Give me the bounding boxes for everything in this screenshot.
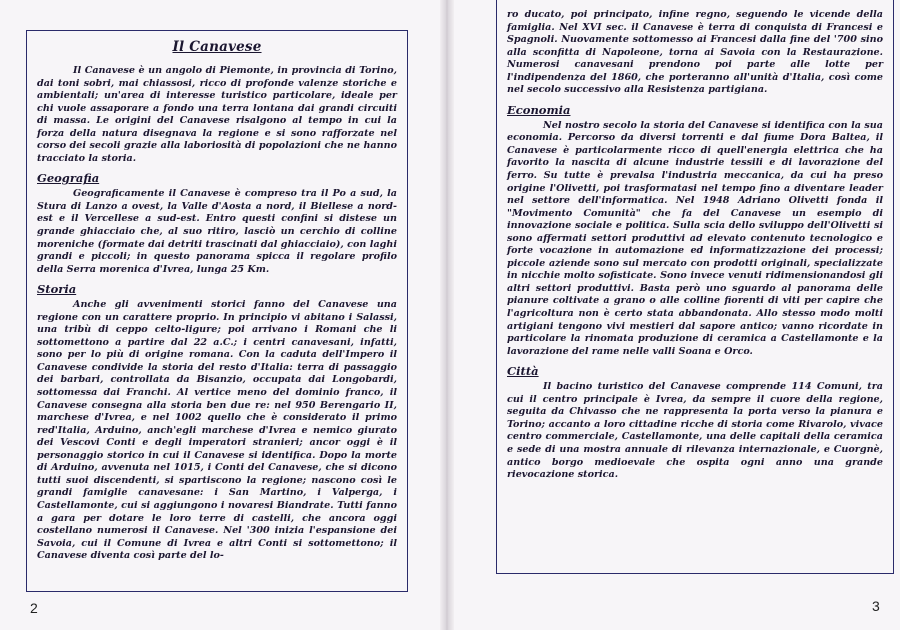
- storia-continued-paragraph: ro ducato, poi principato, infine regno, seguendo le vicende della famiglia. Nel XVI sec. il Canavese è terra di conquista di Francesi e Spagnoli. Nuovamente sottomesso ai Francesi dalla fine del '700 sino alla sconfitta di Napoleone, torna ai Savoia con la Restaurazione. Numerosi canavesani prendono poi parte alle lotte per l'indipendenza del 1860, che porteranno all'unità d'Italia, così come nel secolo successivo alla Resistenza partigiana.: [507, 9, 883, 96]
- page-number-left: 2: [30, 600, 38, 616]
- citta-heading: Città: [507, 364, 539, 379]
- storia-paragraph: Anche gli avvenimenti storici fanno del Canavese una regione con un carattere proprio. In principio vi abitano i Salassi, una tribù di ceppo celto-ligure; poi arrivano i Romani che li sottomettono a partire dal 22 a.C.; i centri canavesani, infatti, sono per lo più di origine romana. Con la caduta dell'Impero il Canavese condivide la storia del resto d'Italia: terra di passaggio dei barbari, controllata da Bisanzio, occupata dai Longobardi, sottomessa dai Franchi. Al vertice meno del dominio franco, il Canavese consegna alla storia ben due re: nel 950 Berengario II, marchese d'Ivrea, e nel 1002 quello che è considerato il primo red'Italia, Arduino, anch'egli marchese d'Ivrea e nemico giurato dei Vescovi Conti e degli imperatori stranieri; ancor oggi è il personaggio storico in cui il Canavese si identifica. Dopo la morte di Arduino, avvenuta nel 1015, i Conti del Canavese, che si dicono tutti suoi discendenti, si spartiscono la regione; nascono così le grandi famiglie canavesane: i San Martino, i Valperga, i Castellamonte, cui si aggiungono i novaresi Biandrate. Tutti fanno a gara per dotare le loro terre di castelli, che ancora oggi costellano numerosi il Canavese. Nel '300 inizia l'espansione dei Savoia, cui il Comune di Ivrea e altri Conti si sottomettono; il Canavese diventa così parte del lo-: [37, 299, 397, 562]
- intro-paragraph: Il Canavese è un angolo di Piemonte, in provincia di Torino, dai toni sobri, mai chiassosi, ricco di profonde valenze storiche e ambientali; un'area di interesse turistico particolare, ideale per chi vuole assaporare a fondo una terra lontana dai grandi circuiti di massa. Le origini del Canavese risalgono al tempo in cui la forza della natura disegnava la regione e si sono rafforzate nel corso dei secoli grazie alla laboriosità di popolazioni che ne hanno tracciato la storia.: [37, 65, 397, 164]
- geografia-heading: Geografia: [37, 171, 100, 186]
- left-page: [0, 0, 440, 630]
- right-page-frame: [496, 0, 894, 574]
- economia-heading: Economia: [507, 102, 571, 117]
- page-number-right: 3: [872, 598, 880, 614]
- citta-paragraph: Il bacino turistico del Canavese comprende 114 Comuni, tra cui il centro principale è Ivrea, da sempre il cuore della regione, seguita da Chivasso che ne rappresenta la porta verso la pianura e Torino; accanto a loro cittadine ricche di storia come Rivarolo, vivace centro commerciale, Castellamonte, una delle capitali della ceramica e sede di una mostra annuale di rilevanza internazionale, e Cuorgnè, antico borgo medioevale che ospita ogni anno una grande rievocazione storica.: [507, 381, 883, 481]
- storia-heading: Storia: [37, 282, 77, 297]
- page-title: Il Canavese: [172, 39, 262, 55]
- economia-paragraph: Nel nostro secolo la storia del Canavese si identifica con la sua economia. Percorso da diversi torrenti e dal fiume Dora Baltea, il Canavese è particolarmente ricco di quell'energia elettrica che ha favorito la nascita di alcune industrie tessili e di lavorazione del ferro. Su tutte è prevalsa l'industria meccanica, da cui ha preso origine l'Olivetti, poi trasformatasi nel tempo fino a diventare leader nel settore dell'informatica. Nel 1948 Adriano Olivetti fonda il "Movimento Comunità" che fa del Canavese un esempio di innovazione sociale e politica. Sulla scia dello sviluppo dell'Olivetti si sono affermati settori produttivi ad elevato contenuto tecnologico e forte vocazione in automazione ed informatizzazione dei processi; piccole aziende sono sul mercato con prodotti originali, specializzate in nicchie molto sofisticate. Sono invece venuti ridimensionandosi gli altri settori produttivi. Basta però uno sguardo al panorama delle pianure coltivate a grano o alle colline fiorenti di viti per capire che l'agricoltura non è certo stata abbandonata. Allo stesso modo molti artigiani tengono vivi mestieri dal sapore antico; vanno ricordate in particolare la rinomata produzione di ceramica a Castellamonte e la lavorazione del rame nelle valli Soana e Orco.: [507, 119, 883, 357]
- geografia-paragraph: Geograficamente il Canavese è compreso tra il Po a sud, la Stura di Lanzo a ovest, la Valle d'Aosta a nord, il Biellese a nord-est e il Vercellese a sud-est. Entro questi confini si distese un grande ghiacciaio che, al suo ritiro, lasciò un cerchio di colline moreniche (formate dai detriti trascinati dal ghiacciaio), con laghi grandi e piccoli; in questo panorama spicca il regolare profilo della Serra morenica d'Ivrea, lunga 25 Km.: [37, 188, 397, 275]
- right-page: [454, 0, 900, 630]
- book-gutter: [440, 0, 454, 630]
- left-page-frame: [26, 30, 408, 592]
